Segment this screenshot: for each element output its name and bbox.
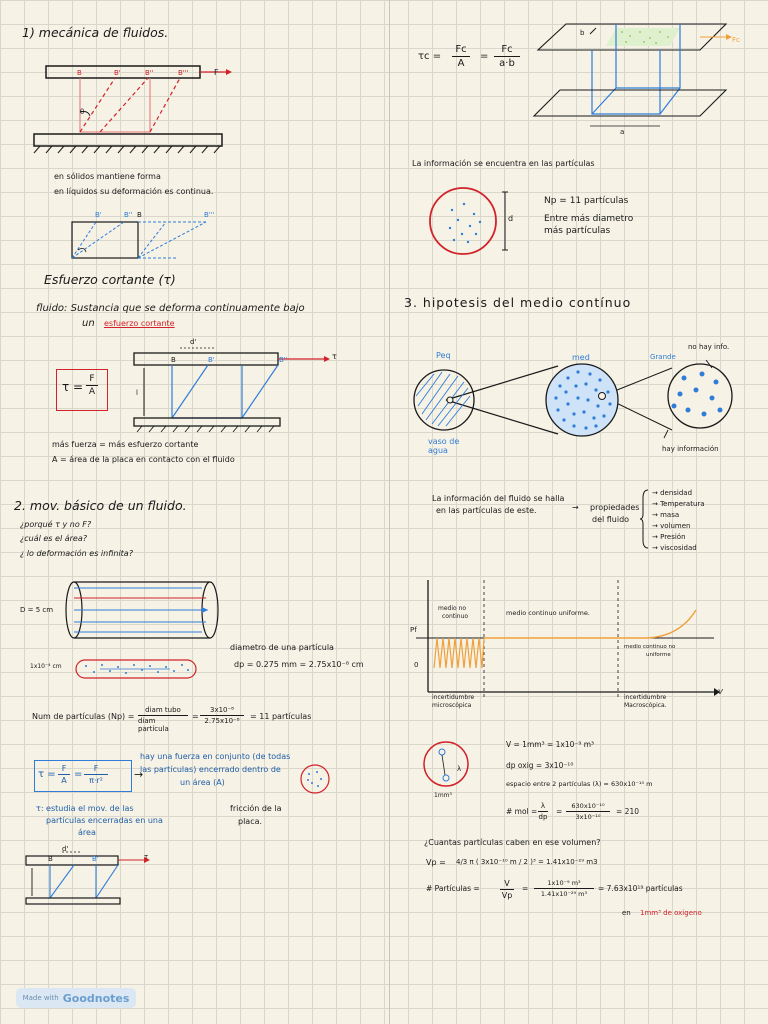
np-fraction-2	[200, 706, 244, 725]
props-brace	[640, 488, 650, 550]
label-b: B	[77, 69, 82, 77]
particle-diameter-label: diametro de una partícula	[230, 643, 334, 652]
note-force: más fuerza = más esfuerzo cortante	[52, 440, 199, 449]
section-2-title: 2. mov. básico de un fluido.	[14, 498, 187, 513]
volume-formula: V = 1mm³ = 1x10⁻⁹ m³	[506, 740, 595, 749]
question-3: ¿ lo deformación es infinita?	[20, 549, 133, 558]
tc-den-2: a·b	[499, 58, 515, 69]
mol-num-2: 630x10⁻¹⁰	[571, 802, 605, 810]
pipe-diagram	[62, 578, 222, 646]
friction-note-1: fricción de la	[230, 804, 282, 813]
chart-zero-label: 0	[414, 661, 419, 669]
mol-eq: =	[556, 807, 563, 816]
oxygen-note-highlight: 1mm³ de oxigeno	[640, 909, 702, 917]
tau-blue-lhs: τ =	[38, 769, 56, 780]
props-label-2: del fluido	[592, 515, 630, 524]
mol-lhs: # mol =	[506, 807, 538, 816]
sphere-lambda: λ	[457, 765, 462, 773]
chart-medio-no-uniforme-2: uniforme	[646, 652, 671, 658]
tau-blue-num-2: F	[93, 764, 99, 773]
small-pipe-diagram	[70, 656, 202, 682]
tau-formula-fraction	[86, 374, 98, 397]
question-2: ¿cuál es el área?	[20, 534, 87, 543]
tau-definition-3: área	[78, 828, 96, 837]
vp-formula: 4/3 π ( 3x10⁻¹⁰ m / 2 )³ = 1.41x10⁻²⁹ m3	[456, 858, 598, 866]
tau-blue-den-1: A	[61, 776, 67, 785]
np-result: = 11 partículas	[250, 712, 312, 721]
np-denominator: diam partícula	[138, 717, 169, 733]
property-3: → masa	[652, 511, 680, 519]
label-peq: Peq	[436, 351, 451, 360]
shear-stress-highlight: esfuerzo cortante	[104, 319, 175, 328]
force-note-1: hay una fuerza en conjunto (de todas	[140, 752, 291, 761]
vp-lhs: Vp =	[426, 858, 446, 867]
particle-circle-icon	[298, 762, 332, 796]
tau-definition-2: partículas encerradas en una	[46, 816, 163, 825]
tau-blue-den-2: π·r²	[89, 776, 103, 785]
note-liquids: en líquidos su deformación es continua.	[54, 187, 214, 196]
arrow-icon: →	[134, 768, 144, 781]
np-numerator-2: 3x10⁻⁸	[209, 706, 234, 714]
tau-blue-eq: =	[74, 769, 83, 780]
label-b-4: B	[48, 855, 53, 863]
np-numerator: diam tubo	[145, 706, 181, 714]
tau-denominator: A	[88, 387, 96, 397]
chart-medio-no-uniforme-1: medio continuo no	[624, 644, 676, 650]
oxygen-diameter-formula: dp oxig = 3x10⁻¹⁰	[506, 761, 574, 770]
label-theta: θ	[80, 108, 85, 116]
label-force: F	[214, 68, 219, 77]
force-note-3: un área (A)	[180, 778, 225, 787]
tau-formula-lhs: τ =	[62, 380, 84, 394]
particles-den-2: 1.41x10⁻²⁹ m³	[540, 890, 588, 898]
particles-num-2: 1x10⁻⁹ m³	[547, 879, 581, 887]
np-denominator-2: 2.75x10⁻⁸	[204, 717, 240, 725]
friction-note-2: placa.	[238, 817, 263, 826]
props-arrow-icon: →	[572, 503, 579, 512]
box-label-b: b	[580, 29, 585, 37]
page-title: 1) mecánica de fluidos.	[22, 25, 169, 40]
tau-numerator: F	[89, 374, 95, 384]
diameter-note-2: más partículas	[544, 226, 611, 236]
label-b-double-prime: B''	[145, 69, 154, 77]
spacing-formula: espacio entre 2 partículas (λ) = 630x10⁻¹⁰ m	[506, 780, 653, 788]
continuum-circles	[410, 356, 740, 446]
continuum-chart	[408, 580, 728, 712]
np-note: Np = 11 partículas	[544, 196, 629, 206]
oxygen-note-prefix: en	[622, 909, 631, 917]
particles-result: = 7.63x10¹⁹ partículas	[598, 884, 683, 893]
chart-incert-macro-2: Macroscópica.	[624, 702, 667, 709]
box-label-a: a	[620, 128, 625, 136]
label-vaso: vaso de agua	[428, 437, 460, 456]
mol-fraction-1	[538, 802, 548, 821]
column-divider	[389, 0, 390, 1024]
tau-definition-1: τ: estudia el mov. de las	[36, 804, 134, 813]
property-6: → viscosidad	[652, 544, 697, 552]
mol-den-2: 3x10⁻¹⁰	[575, 813, 601, 821]
chart-medio-uniforme: medio continuo uniforme.	[506, 609, 590, 617]
fluid-definition-un: un	[82, 318, 95, 329]
particle-diameter-formula: dp = 0.275 mm = 2.75x10⁻⁸ cm	[234, 660, 364, 669]
chart-y-label: Pf	[410, 626, 417, 634]
sphere-diagram	[420, 738, 472, 790]
property-5: → Presión	[652, 533, 686, 541]
tau-blue-fraction-1	[58, 764, 70, 785]
mol-result: = 210	[616, 807, 639, 816]
chart-medio-no-continuo-2: continuo	[442, 613, 469, 620]
plate-diagram-1	[30, 60, 240, 155]
note-solids: en sólidos mantiene forma	[54, 172, 161, 181]
props-label-1: propiedades	[590, 503, 640, 512]
label-d-prime-4: d'	[62, 845, 69, 853]
particles-num: V	[504, 879, 510, 888]
tc-fraction-1	[452, 44, 470, 69]
chart-incert-micro-1: incertidumbre	[432, 694, 475, 701]
label-b-triple-prime-2: B'''	[204, 211, 215, 219]
tau-blue-num-1: F	[61, 764, 67, 773]
label-b-double-prime-2: B''	[124, 211, 133, 219]
tc-num-1: Fc	[455, 44, 467, 55]
label-tau-4: τ	[144, 853, 149, 861]
np-lhs: Num de partículas (Np) =	[32, 712, 135, 721]
goodnotes-badge[interactable]	[16, 988, 136, 1008]
badge-made-with: Made with	[22, 994, 59, 1002]
particles-den: Vp	[501, 891, 513, 900]
particles-fraction-2	[534, 879, 594, 898]
label-no-info: no hay info.	[688, 343, 730, 351]
particles-fraction-1	[500, 879, 514, 900]
fluid-definition: fluido: Sustancia que se deforma continuamente bajo	[36, 303, 305, 314]
box-label-fc: Fc	[732, 36, 740, 44]
label-d-prime: d'	[190, 338, 197, 346]
chart-medio-no-continuo-1: medio no	[438, 605, 467, 612]
small-pipe-label: 1x10⁻⁴ cm	[30, 663, 62, 670]
chart-x-label: V	[718, 688, 723, 696]
info-fluid-1: La información del fluido se halla	[432, 494, 565, 503]
info-note: La información se encuentra en las partículas	[412, 159, 595, 168]
label-l: l	[136, 389, 138, 397]
particles-lhs: # Partículas =	[426, 884, 480, 893]
label-hay-info: hay información	[662, 445, 719, 453]
chart-incert-micro-2: microscópica	[432, 702, 472, 709]
tc-eq: =	[480, 51, 489, 62]
mol-fraction-2	[566, 802, 610, 821]
mol-den: dp	[538, 813, 548, 821]
label-b-prime-4: B'	[92, 855, 99, 863]
label-b-prime-2: B'	[95, 211, 102, 219]
badge-brand: Goodnotes	[62, 991, 130, 1005]
tau-blue-fraction-2	[84, 764, 108, 785]
diameter-label: d	[508, 214, 514, 223]
sphere-volume-label: 1mm³	[434, 792, 452, 799]
label-tau: τ	[332, 352, 337, 361]
force-note-2: las partículas) encerrado dentro de	[140, 765, 281, 774]
particles-eq: =	[522, 884, 529, 893]
label-b-prime: B'	[114, 69, 121, 77]
diameter-note-1: Entre más diametro	[544, 214, 634, 224]
box-3d-diagram	[530, 20, 740, 140]
label-b-prime-3: B'	[208, 356, 215, 364]
label-grande: Grande	[650, 353, 676, 361]
info-fluid-2: en las partículas de este.	[436, 506, 537, 515]
label-b-3: B	[171, 356, 176, 364]
shear-title: Esfuerzo cortante (τ)	[44, 272, 176, 287]
plate-diagram-3	[20, 848, 160, 906]
tc-num-2: Fc	[501, 44, 513, 55]
property-1: → densidad	[652, 489, 693, 497]
deformation-diagram	[66, 212, 216, 262]
question-1: ¿porqué τ y no F?	[20, 520, 92, 529]
label-b-double-prime-3: B''	[279, 356, 288, 364]
tc-den-1: A	[457, 58, 465, 69]
chart-incert-macro-1: incertidumbre	[624, 694, 667, 701]
np-eq-1: =	[192, 712, 199, 721]
property-2: → Temperatura	[652, 500, 705, 508]
pipe-diameter-label: D = 5 cm	[20, 606, 54, 614]
question-volume: ¿Cuantas partículas caben en ese volumen?	[424, 838, 601, 847]
tc-lhs: τc =	[418, 51, 442, 62]
particle-sample-circle	[426, 184, 500, 258]
np-fraction-1	[138, 706, 188, 733]
property-4: → volumen	[652, 522, 691, 530]
mol-num: λ	[540, 802, 546, 810]
label-b-2: B	[137, 211, 142, 219]
label-med: med	[572, 353, 590, 362]
section-3-title: 3. hipotesis del medio contínuo	[404, 295, 632, 310]
label-b-triple-prime: B'''	[178, 69, 189, 77]
note-area: A = área de la placa en contacto con el fluido	[52, 455, 235, 464]
plate-diagram-2	[128, 338, 338, 434]
tc-fraction-2	[494, 44, 520, 69]
